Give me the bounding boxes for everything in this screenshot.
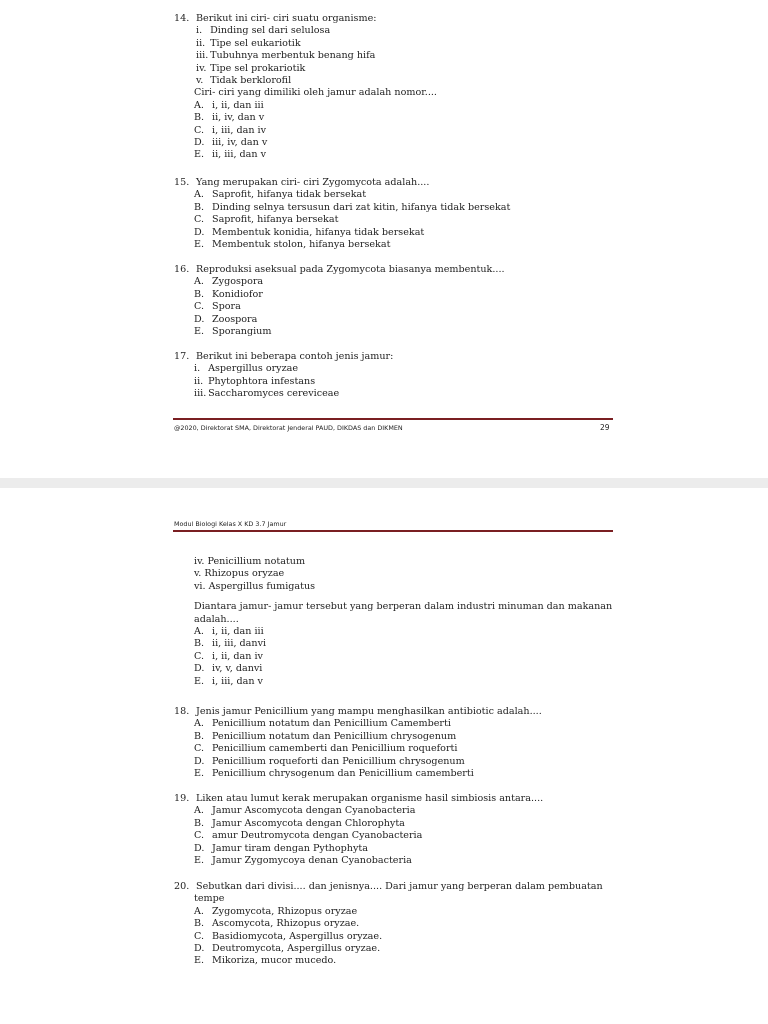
option-b: B. Penicillium notatum dan Penicillium chrysogenum xyxy=(194,730,457,742)
question-17 xyxy=(174,351,393,401)
option-c: C. Penicillium camemberti dan Penicillium roqueforti xyxy=(194,743,458,755)
list-item: iv. Penicillium notatum xyxy=(194,556,306,567)
list-item: vi. Aspergillus fumigatus xyxy=(194,580,316,592)
question-number: 15. xyxy=(174,177,190,188)
option-e: E. Sporangium xyxy=(194,326,272,338)
list-item: iii. Tubuhnya merbentuk benang hifa xyxy=(196,50,376,62)
option-a: A. Saprofit, hifanya tidak bersekat xyxy=(194,189,367,201)
option-d: D. Deutromycota, Aspergillus oryzae. xyxy=(194,943,381,955)
question-number: 14. xyxy=(174,13,190,24)
option-d: D. Zoospora xyxy=(194,313,258,325)
page-separator xyxy=(0,478,768,488)
question-stem-continued: tempe xyxy=(194,893,225,905)
option-d: D. Jamur tiram dengan Pythophyta xyxy=(194,842,368,854)
footer-copyright: @2020, Direktorat SMA, Direktorat Jenderal PAUD, DIKDAS dan DIKMEN xyxy=(174,424,403,432)
question-stem: Sebutkan dari divisi.... dan jenisnya.... Dari jamur yang berperan dalam pembuatan xyxy=(196,881,603,892)
option-d: D. iii, iv, dan v xyxy=(194,137,268,149)
list-item: v. Rhizopus oryzae xyxy=(194,568,285,580)
options-list xyxy=(194,626,614,688)
question-number: 16. xyxy=(174,264,190,275)
option-e: E. ii, iii, dan v xyxy=(194,149,267,161)
question-number: 18. xyxy=(174,706,190,717)
option-c: C. Spora xyxy=(194,301,241,313)
list-item: i. Dinding sel dari selulosa xyxy=(196,25,331,37)
option-a: A. Jamur Ascomycota dengan Cyanobacteria xyxy=(194,805,416,817)
list-item: iv. Tipe sel prokariotik xyxy=(196,62,306,74)
page-number: 29 xyxy=(600,423,610,432)
option-b: B. Jamur Ascomycota dengan Chlorophyta xyxy=(194,817,405,829)
option-a: A. Zygomycota, Rhizopus oryzae xyxy=(194,905,358,917)
question-stem: Berikut ini beberapa contoh jenis jamur: xyxy=(196,351,394,362)
option-d: D. Penicillium roqueforti dan Penicillium chrysogenum xyxy=(194,755,465,767)
option-b: B. Ascomycota, Rhizopus oryzae. xyxy=(194,918,360,930)
question-15 xyxy=(174,177,510,251)
question-20 xyxy=(174,881,603,968)
footer-rule xyxy=(173,418,613,420)
question-stem: Jenis jamur Penicillium yang mampu menghasilkan antibiotic adalah.... xyxy=(196,706,542,717)
question-17-continued xyxy=(174,556,614,688)
option-c: C. Saprofit, hifanya bersekat xyxy=(194,214,339,226)
options-list xyxy=(194,906,603,968)
option-a: A. Penicillium notatum dan Penicillium Camemberti xyxy=(194,718,451,730)
options-list xyxy=(194,718,542,780)
list-item: iii. Saccharomyces cereviceae xyxy=(194,388,340,400)
option-b: B. Konidiofor xyxy=(194,288,263,300)
option-c: C. amur Deutromycota dengan Cyanobacteria xyxy=(194,830,423,842)
options-list xyxy=(194,805,543,867)
option-b: B. ii, iii, danvi xyxy=(194,638,267,650)
question-text: Diantara jamur- jamur tersebut yang berperan dalam industri minuman dan makanan adalah.... xyxy=(194,601,613,625)
option-b: B. Dinding selnya tersusun dari zat kitin, hifanya tidak bersekat xyxy=(194,201,511,213)
option-e: E. Jamur Zygomycoya denan Cyanobacteria xyxy=(194,855,412,867)
option-a: A. i, ii, dan iii xyxy=(194,626,264,638)
list-item: i. Aspergillus oryzae xyxy=(194,363,299,375)
header-rule xyxy=(173,530,613,532)
option-c: C. Basidiomycota, Aspergillus oryzae. xyxy=(194,930,383,942)
option-d: D. Membentuk konidia, hifanya tidak bersekat xyxy=(194,226,425,238)
option-a: A. Zygospora xyxy=(194,276,264,288)
list-item: v. Tidak berklorofil xyxy=(196,75,292,87)
options-list xyxy=(194,189,510,251)
option-c: C. i, iii, dan iv xyxy=(194,124,267,136)
option-e: E. Membentuk stolon, hifanya bersekat xyxy=(194,239,391,251)
question-18 xyxy=(174,706,542,780)
question-stem: Berikut ini ciri- ciri suatu organisme: xyxy=(196,13,377,24)
options-list xyxy=(194,100,437,162)
option-c: C. i, ii, dan iv xyxy=(194,650,263,662)
option-d: D. iv, v, danvi xyxy=(194,663,263,675)
question-number: 17. xyxy=(174,351,190,362)
question-14 xyxy=(174,13,437,162)
option-e: E. Mikoriza, mucor mucedo. xyxy=(194,955,337,967)
question-stem: Liken atau lumut kerak merupakan organisme hasil simbiosis antara.... xyxy=(196,793,544,804)
question-number: 19. xyxy=(174,793,190,804)
question-text: Ciri- ciri yang dimiliki oleh jamur adalah nomor.... xyxy=(194,87,437,99)
question-number: 20. xyxy=(174,881,190,892)
question-stem: Reproduksi aseksual pada Zygomycota biasanya membentuk.... xyxy=(196,264,505,275)
option-e: E. Penicillium chrysogenum dan Penicillium camemberti xyxy=(194,768,474,780)
question-16 xyxy=(174,264,505,338)
list-item: ii. Phytophtora infestans xyxy=(194,375,316,387)
list-item: ii. Tipe sel eukariotik xyxy=(196,37,301,49)
page-header: Modul Biologi Kelas X KD 3.7 Jamur xyxy=(174,520,287,528)
option-e: E. i, iii, dan v xyxy=(194,675,263,687)
question-stem: Yang merupakan ciri- ciri Zygomycota adalah.... xyxy=(196,177,430,188)
options-list xyxy=(194,276,505,338)
option-a: A. i, ii, dan iii xyxy=(194,99,264,111)
question-19 xyxy=(174,793,543,867)
option-b: B. ii, iv, dan v xyxy=(194,112,265,124)
